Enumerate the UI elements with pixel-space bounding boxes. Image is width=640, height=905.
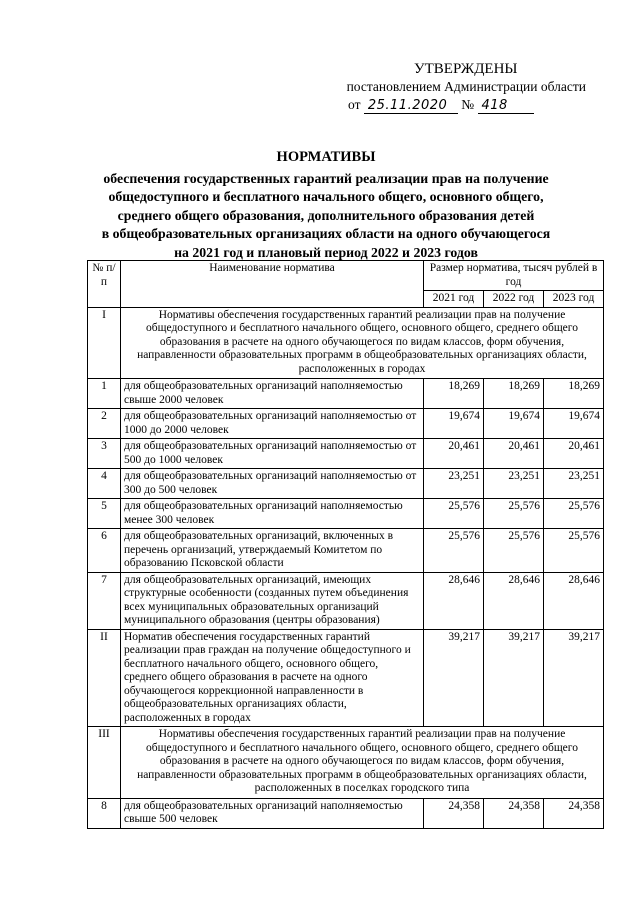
title-line: в общеобразовательных организациях области на одного обучающегося	[101, 226, 551, 242]
approval-date: 25.11.2020	[364, 99, 458, 114]
row-num: 7	[88, 572, 121, 629]
table-row	[88, 499, 604, 529]
header-year: 2022 год	[484, 291, 544, 308]
row-name: для общеобразовательных организаций наполняемостью от 500 до 1000 человек	[121, 439, 424, 469]
table-row	[88, 439, 604, 469]
value-2022: 28,646	[484, 572, 544, 629]
table-row	[88, 469, 604, 499]
table-row	[88, 572, 604, 629]
row-num: 2	[88, 409, 121, 439]
value-2021: 39,217	[424, 629, 484, 727]
approved-heading: УТВЕРЖДЕНЫ	[414, 61, 518, 77]
section-text: Нормативы обеспечения государственных гарантий реализации прав на получение общедоступного и бесплатного начального общего, основного общего, среднего общего образования в расчете на одного обучающегося по видам классов, форм обучения, направленности образовательных программ в общеобразовательных организациях области, расположенных в городах	[121, 307, 604, 379]
value-2023: 19,674	[544, 409, 604, 439]
table-row	[88, 529, 604, 573]
value-2022: 25,576	[484, 499, 544, 529]
value-2022: 19,674	[484, 409, 544, 439]
value-2021: 25,576	[424, 499, 484, 529]
value-2021: 28,646	[424, 572, 484, 629]
section-num: III	[88, 727, 121, 799]
value-2022: 24,358	[484, 798, 544, 828]
value-2021: 23,251	[424, 469, 484, 499]
section-row	[88, 307, 604, 379]
value-2021: 19,674	[424, 409, 484, 439]
table-row	[88, 629, 604, 727]
approval-block	[318, 60, 608, 114]
value-2022: 18,269	[484, 379, 544, 409]
title-heading: НОРМАТИВЫ	[276, 149, 376, 165]
value-2023: 20,461	[544, 439, 604, 469]
header-name: Наименование норматива	[121, 261, 424, 308]
header-num: № п/п	[88, 261, 121, 308]
value-2022: 39,217	[484, 629, 544, 727]
row-name: для общеобразовательных организаций, имеющих структурные особенности (созданных путем объединения всех муниципальных образовательных организаций муниципального образования (центры образования)	[121, 572, 424, 629]
title-line: обеспечения государственных гарантий реализации прав на получение	[103, 170, 549, 186]
section-num: I	[88, 307, 121, 379]
row-name: для общеобразовательных организаций наполняемостью от 1000 до 2000 человек	[121, 409, 424, 439]
value-2023: 23,251	[544, 469, 604, 499]
value-2021: 25,576	[424, 529, 484, 573]
document-title	[88, 148, 564, 263]
value-2023: 18,269	[544, 379, 604, 409]
title-line: общедоступного и бесплатного начального общего, основного общего,	[108, 189, 544, 205]
section-row	[88, 727, 604, 799]
table-row	[88, 409, 604, 439]
row-num: II	[88, 629, 121, 727]
table-header-row	[88, 261, 604, 291]
approved-by: постановлением Администрации области	[346, 79, 586, 94]
row-num: 4	[88, 469, 121, 499]
table-row	[88, 798, 604, 828]
value-2023: 28,646	[544, 572, 604, 629]
row-num: 8	[88, 798, 121, 828]
number-label: №	[461, 97, 475, 112]
row-name: Норматив обеспечения государственных гарантий реализации прав граждан на получение общедоступного и бесплатного начального общего, основного общего, среднего общего образования в расчете на одного обучающегося коррекционной направленности в общеобразовательных организациях области, расположенных в городах	[121, 629, 424, 727]
row-name: для общеобразовательных организаций, включенных в перечень организаций, утверждаемый Комитетом по образованию Псковской области	[121, 529, 424, 573]
row-num: 1	[88, 379, 121, 409]
row-num: 6	[88, 529, 121, 573]
value-2022: 20,461	[484, 439, 544, 469]
section-text: Нормативы обеспечения государственных гарантий реализации прав на получение общедоступного и бесплатного начального общего, основного общего, среднего общего образования в расчете на одного обучающегося по видам классов, форм обучения, направленности образовательных программ в общеобразовательных организациях области, расположенных в поселках городского типа	[121, 727, 604, 799]
value-2023: 25,576	[544, 529, 604, 573]
title-line: среднего общего образования, дополнительного образования детей	[117, 207, 535, 223]
row-name: для общеобразовательных организаций наполняемостью свыше 500 человек	[121, 798, 424, 828]
value-2022: 25,576	[484, 529, 544, 573]
value-2021: 20,461	[424, 439, 484, 469]
approval-date-line	[318, 96, 608, 114]
row-num: 5	[88, 499, 121, 529]
header-size: Размер норматива, тысяч рублей в год	[424, 261, 604, 291]
from-label: от	[348, 97, 361, 112]
header-year: 2021 год	[424, 291, 484, 308]
value-2023: 39,217	[544, 629, 604, 727]
row-name: для общеобразовательных организаций наполняемостью от 300 до 500 человек	[121, 469, 424, 499]
table-row	[88, 379, 604, 409]
row-name: для общеобразовательных организаций наполняемостью свыше 2000 человек	[121, 379, 424, 409]
norms-table	[87, 260, 604, 829]
header-year: 2023 год	[544, 291, 604, 308]
value-2023: 24,358	[544, 798, 604, 828]
value-2022: 23,251	[484, 469, 544, 499]
row-name: для общеобразовательных организаций наполняемостью менее 300 человек	[121, 499, 424, 529]
value-2021: 24,358	[424, 798, 484, 828]
approval-number: 418	[478, 99, 534, 114]
value-2023: 25,576	[544, 499, 604, 529]
title-line: на 2021 год и плановый период 2022 и 2023 годов	[174, 244, 478, 260]
row-num: 3	[88, 439, 121, 469]
value-2021: 18,269	[424, 379, 484, 409]
